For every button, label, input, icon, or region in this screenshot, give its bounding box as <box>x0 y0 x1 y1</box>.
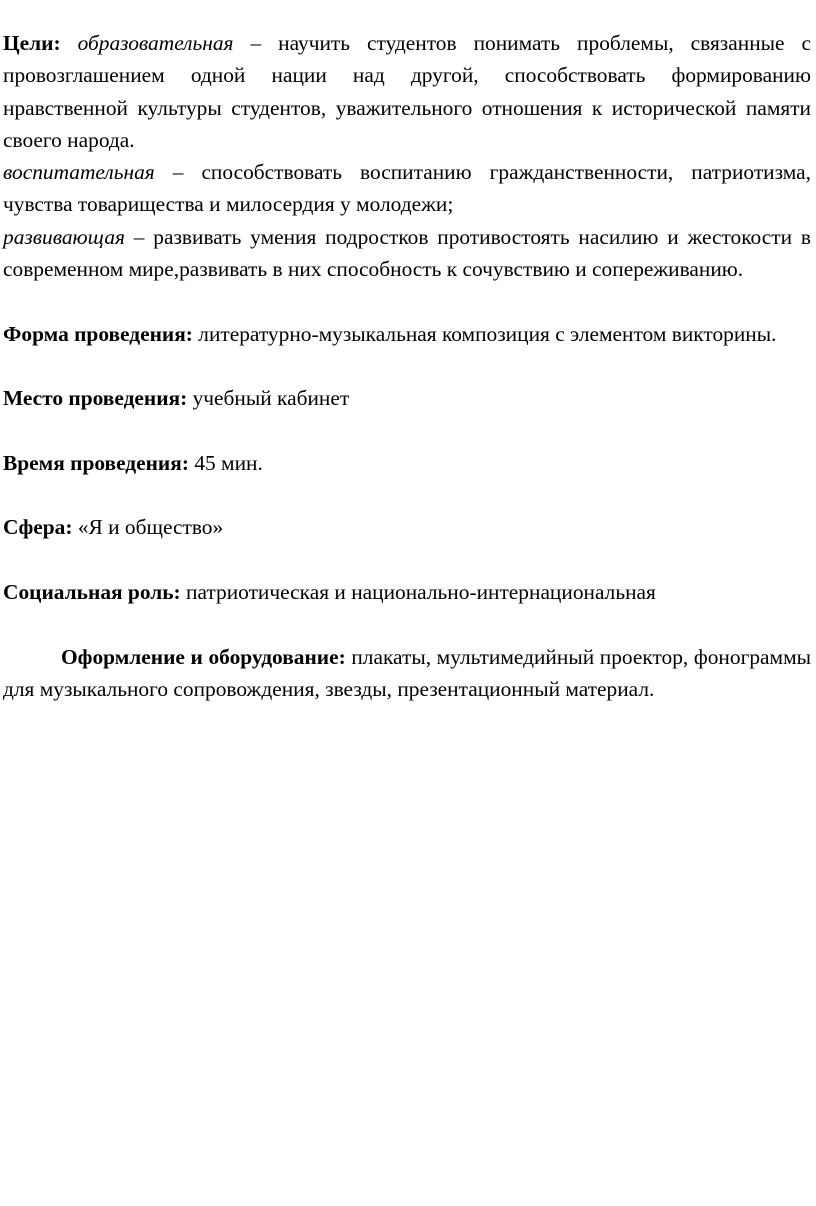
place-paragraph <box>3 382 811 414</box>
educational-text: – научить студентов понимать проблемы, связанные с провозглашением одной нации над другой, способствовать формированию нравственной культуры студентов, уважительного отношения к исторической памяти своего народа. <box>3 31 811 152</box>
goals-educational-paragraph <box>3 27 811 156</box>
time-paragraph <box>3 447 811 479</box>
equipment-label: Оформление и оборудование: <box>61 644 346 669</box>
equipment-value: плакаты, мультимедийный проектор, фонограммы для музыкального сопровождения, звезды, презентационный материал. <box>3 644 811 701</box>
social-role-paragraph <box>3 576 811 608</box>
social-role-label: Социальная роль: <box>3 580 181 605</box>
time-label: Время проведения: <box>3 450 189 475</box>
time-value: 45 мин. <box>188 450 263 475</box>
social-role-value: патриотическая и национально-интернациональная <box>180 580 656 605</box>
goals-developing-paragraph <box>3 221 811 286</box>
goals-upbringing-paragraph <box>3 156 811 221</box>
sphere-label: Сфера: <box>3 515 73 540</box>
place-label: Место проведения: <box>3 386 188 411</box>
place-value: учебный кабинет <box>187 386 350 411</box>
developing-label: развивающая <box>3 224 125 249</box>
upbringing-text: – способствовать воспитанию гражданственности, патриотизма, чувства товарищества и милосердия у молодежи; <box>3 160 811 217</box>
form-value: литературно-музыкальная композиция с элементом викторины. <box>192 321 777 346</box>
sphere-paragraph <box>3 511 811 543</box>
developing-text: – развивать умения подростков противостоять насилию и жестокости в современном мире,развивать в них способность к сочувствию и сопереживанию. <box>3 224 811 282</box>
sphere-value: «Я и общество» <box>72 515 224 540</box>
upbringing-label: воспитательная <box>3 160 155 185</box>
equipment-paragraph <box>3 641 811 706</box>
educational-label: образовательная <box>77 31 234 55</box>
document-page <box>3 27 811 705</box>
form-label: Форма проведения: <box>3 321 193 346</box>
form-paragraph <box>3 318 811 350</box>
goals-label: Цели: <box>3 31 61 55</box>
